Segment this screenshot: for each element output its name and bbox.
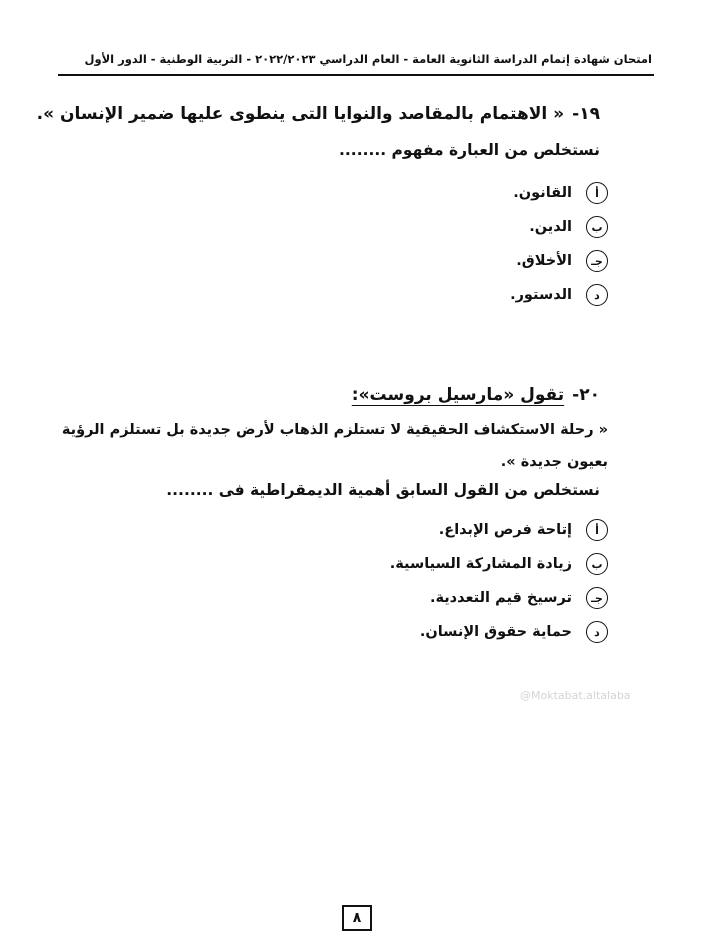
question-20-options	[60, 513, 608, 649]
quote-line-1: « رحلة الاستكشاف الحقيقية لا تستلزم الذهاب لأرض جديدة بل تستلزم الرؤية	[61, 422, 608, 438]
question-prompt: نستخلص من القول السابق أهمية الديمقراطية فى ........	[166, 481, 600, 499]
option-text: إتاحة فرص الإبداع.	[438, 522, 572, 538]
option-letter: أ	[586, 182, 608, 204]
question-19	[36, 104, 600, 124]
option-letter: د	[586, 284, 608, 306]
option-text: الدين.	[529, 219, 572, 235]
question-20	[60, 385, 600, 405]
option-c[interactable]	[60, 244, 608, 278]
option-a[interactable]	[60, 176, 608, 210]
option-letter: ب	[586, 216, 608, 238]
page-number: ٨	[342, 905, 372, 931]
option-letter: أ	[586, 519, 608, 541]
question-19-prompt-row	[60, 141, 600, 159]
option-letter: ب	[586, 553, 608, 575]
option-letter: د	[586, 621, 608, 643]
question-prompt: نستخلص من العبارة مفهوم ........	[339, 141, 600, 159]
option-d[interactable]	[60, 278, 608, 312]
question-19-title	[36, 104, 600, 124]
option-letter: جـ	[586, 250, 608, 272]
option-text: الأخلاق.	[516, 253, 572, 269]
question-number: ١٩-	[572, 104, 600, 124]
option-text: القانون.	[513, 185, 572, 201]
option-a[interactable]	[60, 513, 608, 547]
option-d[interactable]	[60, 615, 608, 649]
option-text: زيادة المشاركة السياسية.	[389, 556, 572, 572]
header-divider	[58, 74, 654, 76]
question-19-options	[60, 176, 608, 312]
option-letter: جـ	[586, 587, 608, 609]
question-text: « الاهتمام بالمقاصد والنوايا التى ينطوى عليها ضمير الإنسان ».	[36, 104, 565, 124]
question-20-title	[60, 385, 600, 405]
watermark: @Moktabat.altalaba	[520, 689, 631, 702]
quote-line-2: بعيون جديدة ».	[500, 454, 608, 470]
question-20-quote	[60, 414, 608, 478]
question-20-prompt-row	[60, 481, 600, 499]
question-intro: تقول «مارسيل بروست»:	[351, 385, 565, 405]
option-b[interactable]	[60, 547, 608, 581]
exam-header: امتحان شهادة إتمام الدراسة الثانوية العامة - العام الدراسي ٢٠٢٢/٢٠٢٣ - التربية الوطنية - الدور الأول	[84, 52, 652, 66]
option-text: الدستور.	[510, 287, 572, 303]
option-text: حماية حقوق الإنسان.	[419, 624, 572, 640]
option-c[interactable]	[60, 581, 608, 615]
option-text: ترسيخ قيم التعددية.	[429, 590, 572, 606]
question-number: ٢٠-	[572, 385, 600, 405]
option-b[interactable]	[60, 210, 608, 244]
